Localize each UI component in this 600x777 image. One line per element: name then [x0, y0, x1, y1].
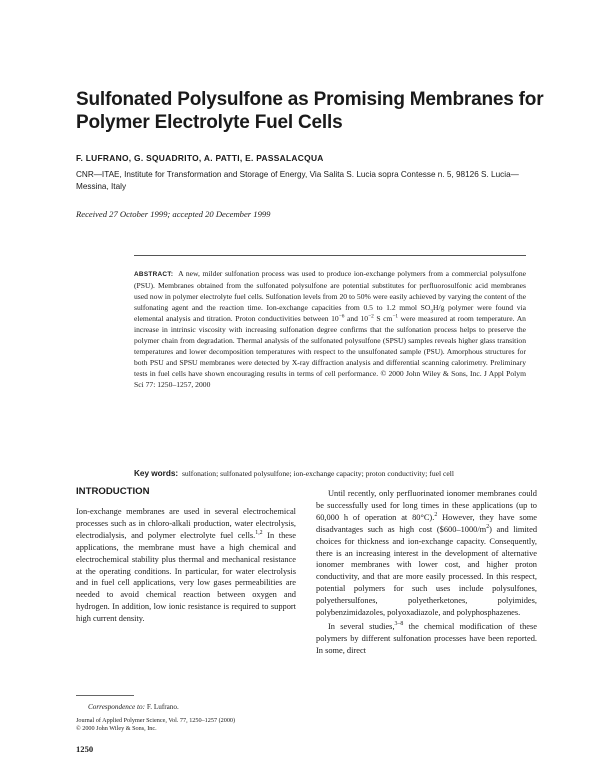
abstract-sup-1: −6	[338, 313, 345, 320]
intro-p1-text-b: In these applications, the membrane must have a high chemical and electrochemical stability plus thermal and mechanical resistance at the operating conditions. In particular, for water electrolysis and in fuel cell applications, very low gases permeabilities are needed to avoid chemical reaction between oxygen and hydrogen. In addition, low ionic resistance is required to support high current density.	[76, 530, 296, 624]
page-number: 1250	[76, 744, 94, 754]
abstract-label: ABSTRACT:	[134, 271, 174, 278]
abstract-text-2: H/g polymer were found via elemental analysis and titration. Proton conductivities between 10	[134, 303, 526, 324]
intro-paragraph-3	[316, 621, 537, 657]
abstract-text-4: S cm	[373, 314, 393, 324]
footnote-correspondence	[76, 703, 301, 711]
keywords-text: sulfonation; sulfonated polysulfone; ion-exchange capacity; proton conductivity; fuel cell	[181, 469, 454, 478]
abstract-text-5: were measured at room temperature. An increase in intrinsic viscosity with increasing sulfonation degree confirms that the sulfonation process helps to preserve the polymer chain from degradation. Thermal analysis of the sulfonated polysulfone (SPSU) samples reveals higher glass transition temperatures and lower decomposition temperatures with respect to the unsulfonated sample (PSU). Amorphous structures for both PSU and SPSU membranes were detected by X-ray diffraction analysis and differential scanning calorimetry. Preliminary tests in fuel cells have shown encouraging results in terms of cell performance. © 2000 John Wiley & Sons, Inc. J Appl Polym Sci 77: 1250–1257, 2000	[134, 314, 526, 390]
abstract-sub-1: 3	[430, 308, 433, 315]
correspondence-name: F. Lufrano.	[146, 703, 179, 711]
citation-ref: 3–8	[394, 621, 404, 628]
footnote-rule	[76, 695, 134, 696]
affiliation: CNR—ITAE, Institute for Transformation and Storage of Energy, Via Salita S. Lucia sopra Contesse n. 5, 98126 S. Lucia—Messina, Italy	[76, 170, 519, 191]
intro-p3-text-a: In several studies,	[328, 621, 395, 631]
unit-superscript: 2	[486, 523, 490, 530]
correspondence-label: Correspondence to:	[88, 703, 146, 711]
abstract-block	[134, 268, 526, 391]
intro-p2-text-c: ) and limited choices for thickness and ion-exchange capacity. Consequently, there is an increasing interest in the development of alternative ionomer membranes with lower cost, and higher proton conductivity, and that are more easily processed. In this respect, potential polymers for such uses include polysulfones, polyethersulfones, polyetherketones, polyimides, polybenzimidazoles, polyoxadiazole, and polyphosphazenes.	[316, 524, 538, 618]
received-dates: Received 27 October 1999; accepted 20 December 1999	[76, 209, 271, 219]
citation-ref: 1,2	[255, 530, 263, 537]
intro-p1-text-a: Ion-exchange membranes are used in several electrochemical processes such as in chloro-alkali production, water electrolysis, electrodialysis, and polymer electrolyte fuel cells.	[76, 507, 296, 540]
abstract-top-rule	[134, 255, 526, 256]
abstract-sup-3: −1	[392, 313, 399, 320]
keywords-block	[134, 468, 526, 479]
intro-p3-text-b: the chemical modification of these polymers by different sulfonation processes have been reported. In some, direct	[316, 621, 537, 655]
abstract-text-3: and 10	[344, 314, 369, 324]
body-column-right	[316, 488, 537, 657]
citation-ref: 2	[434, 512, 438, 519]
intro-p2-text-a: Until recently, only perfluorinated ionomer membranes could be successfully used for long times in these applications (up to 60,000 h of operation at 80°C).	[316, 489, 537, 522]
section-heading-introduction: INTRODUCTION	[76, 486, 150, 497]
abstract-sup-2: −2	[368, 313, 374, 320]
intro-p2-text-b: However, they have some disadvantages such as high cost ($600–1000/m	[316, 512, 538, 534]
author-list: F. LUFRANO, G. SQUADRITO, A. PATTI, E. PASSALACQUA	[76, 153, 324, 163]
footnote-copyright: © 2000 John Wiley & Sons, Inc.	[76, 725, 157, 732]
footnote-journal: Journal of Applied Polymer Science, Vol. 77, 1250–1257 (2000)	[76, 717, 236, 724]
abstract-text-1: A new, milder sulfonation process was used to produce ion-exchange polymers from a commercial polysulfone (PSU). Membranes obtained from the sulfonated polysulfone are potential substitutes for perfluorosulfonic acid membranes used now in polymer electrolyte fuel cells. Sulfonation levels from 20 to 50% were easily achieved by varying the content of the sulfonating agent and the reaction time. Ion-exchange capacities from 0.5 to 1.2 mmol SO	[134, 269, 526, 313]
keywords-label: Key words:	[134, 469, 179, 478]
body-column-left	[76, 506, 296, 625]
article-title: Sulfonated Polysulfone as Promising Membranes for Polymer Electrolyte Fuel Cells	[76, 89, 544, 133]
intro-paragraph-2	[316, 488, 537, 619]
intro-paragraph-1	[76, 506, 296, 625]
